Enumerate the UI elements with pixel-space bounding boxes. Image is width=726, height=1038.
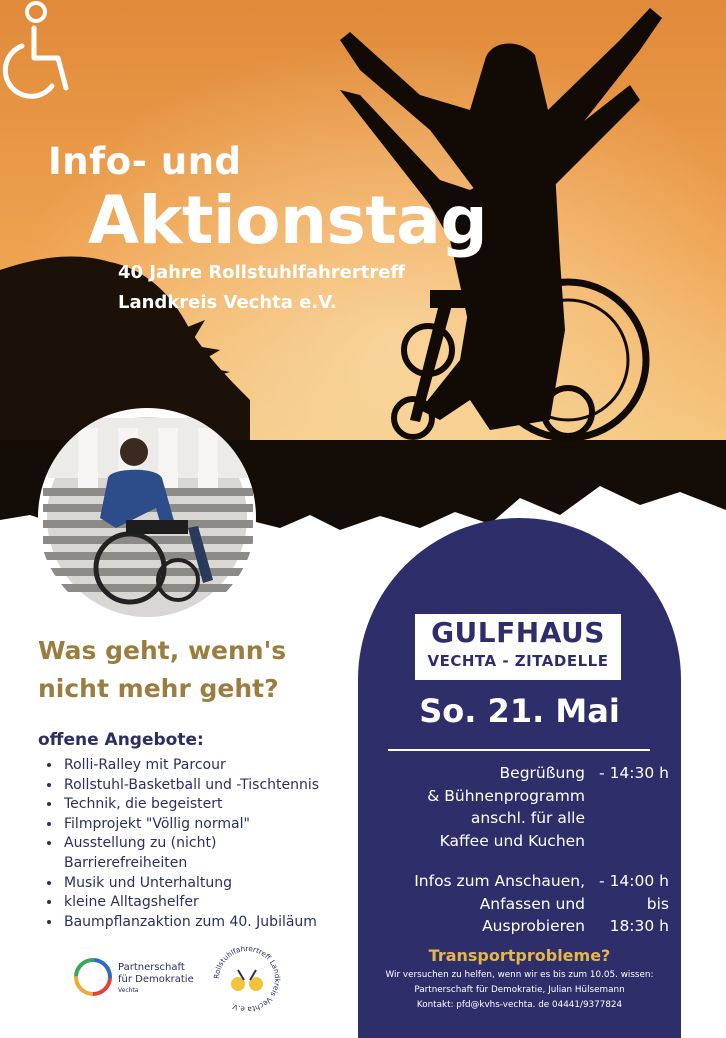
partnerschaft-logo-icon [72,956,114,998]
transport-contact: Kontakt: pfd@kvhs-vechta. de 04441/9377824 [416,1000,623,1010]
list-item: • Rollstuhl-Basketball und -Tischtennis [62,776,382,796]
subtitle-line-2: Landkreis Vechta e.V. [118,292,337,313]
offers-list [40,756,382,932]
tagline [38,632,286,708]
offers-heading: offene Angebote: [38,730,204,750]
logo-line: Partnerschaft [118,962,185,973]
schedule-line: bis [646,894,669,913]
schedule-line: 18:30 h [609,917,669,935]
schedule-line: - 14:00 h [599,872,669,890]
schedule-line: Begrüßung [499,764,585,782]
logo-line: Vechta [118,987,139,994]
list-item: • Baumpflanzaktion zum 40. Jubiläum [62,913,382,933]
schedule-line: Kaffee und Kuchen [439,831,585,850]
list-item: • Ausstellung zu (nicht) Barrierefreiheiten [62,834,254,873]
subtitle-line-1: 40 Jahre Rollstuhlfahrertreff [118,262,406,283]
schedule-time-1: - 14:30 h [599,764,669,782]
partnerschaft-logo-text [118,962,194,997]
tagline-line-2: nicht mehr geht? [38,674,279,703]
transport-note: Wir versuchen zu helfen, wenn wir es bis zum 10.05. wissen: [385,970,654,980]
title-line-2: Aktionstag [88,182,488,259]
list-item: • kleine Alltagshelfer [62,893,382,913]
list-item: • Rolli-Ralley mit Parcour [62,756,382,776]
logo-line: für Demokratie [118,973,194,985]
schedule-line: & Bühnenprogramm [427,786,585,805]
list-item: • Filmprojekt "Völlig normal" [62,815,382,835]
wheelchair-user-photo [38,408,256,626]
list-item: • Musik und Unterhaltung [62,874,382,894]
transport-contact-name: Partnerschaft für Demokratie, Julian Hülsemann [414,985,625,995]
schedule-block-2 [380,870,585,938]
event-date: So. 21. Mai [419,692,620,730]
list-item: • Technik, die begeistert [62,795,382,815]
schedule-line: anschl. für alle [470,809,585,827]
rollstuhlfahrertreff-logo [208,940,286,1018]
venue-name: GULFHAUS [431,616,605,649]
schedule-time-2 [595,870,669,938]
schedule-line: Infos zum Anschauen, [414,872,585,890]
transport-heading: Transportprobleme? [428,946,611,965]
schedule-line: Anfassen und [479,894,585,913]
tagline-line-1: Was geht, wenn's [38,636,287,665]
title-line-1: Info- und [48,140,242,183]
divider [388,749,650,751]
schedule-line: Ausprobieren [482,917,585,935]
schedule-block-1 [380,762,585,852]
logo-ring-text: Rollstuhlfahrertreff Landkreis Vechta e.V. [211,943,283,1015]
venue-place: VECHTA - ZITADELLE [427,652,609,670]
wheelchair-icon [0,0,80,110]
wheelchair-user-illustration [38,408,256,626]
venue-box [415,614,621,680]
